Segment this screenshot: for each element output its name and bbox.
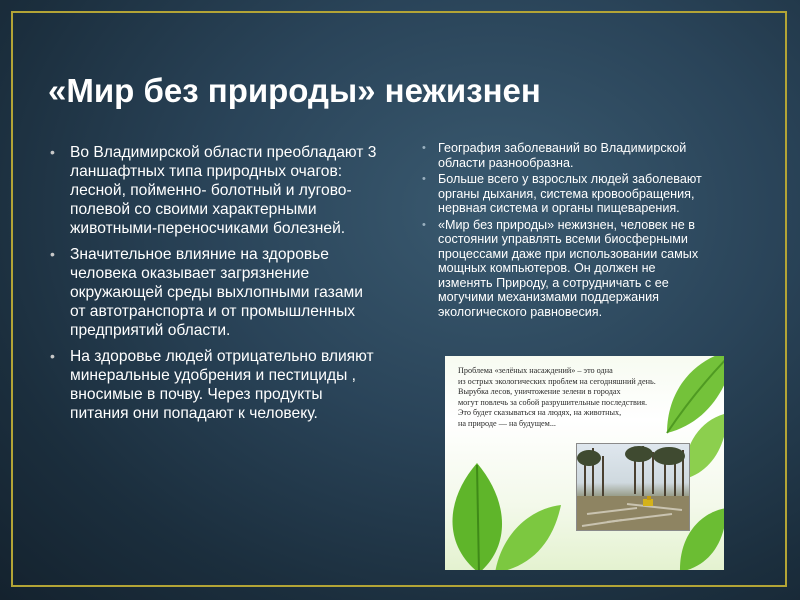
bullet-dot-icon: •	[422, 173, 426, 185]
left-bullet-list	[48, 143, 378, 430]
left-bullet-text: На здоровье людей отрицательно влияют минеральные удобрения и пестициды , вносимые в почву. Через продукты питания они попадают к человеку.	[70, 348, 374, 422]
left-bullet-text: Значительное влияние на здоровье человека оказывает загрязнение окружающей среды выхлопными газами от автотранспорта и от промышленных предприятий области.	[70, 246, 363, 339]
left-bullet-item	[48, 143, 378, 238]
slide-title: «Мир без природы» нежизнен	[48, 72, 541, 109]
caption-line: на природе — на будущем...	[458, 418, 556, 428]
green-leaf-icon	[493, 501, 563, 570]
caption-line: из острых экологических проблем на сегодняшний день.	[458, 376, 656, 386]
image-caption	[458, 366, 698, 429]
caption-line: Вырубка лесов, уничтожение зелени в городах	[458, 387, 621, 396]
right-bullet-text: География заболеваний во Владимирской области разнообразна.	[438, 141, 687, 170]
deforestation-photo	[576, 443, 690, 531]
right-bullet-item	[420, 172, 705, 216]
right-bullet-text: Больше всего у взрослых людей заболевают органы дыхания, система кровообращения, нервная система и органы пищеварения.	[438, 172, 702, 215]
bullet-dot-icon: •	[50, 246, 55, 262]
right-bullet-item	[420, 141, 705, 170]
bullet-dot-icon: •	[50, 348, 55, 364]
left-bullet-item	[48, 245, 378, 340]
caption-line: могут повлечь за собой разрушительные последствия.	[458, 397, 648, 407]
bullet-dot-icon: •	[422, 218, 426, 231]
left-bullet-item	[48, 347, 378, 423]
caption-line: Это будет сказываться на людях, на животных,	[458, 408, 622, 417]
deforestation-image	[445, 356, 724, 570]
right-bullet-item	[420, 218, 705, 320]
right-bullet-text: «Мир без природы» нежизнен, человек не в состоянии управлять всеми биосферными процессами даже при использовании самых мощных компьютеров. Он должен не изменять Природу, а сотрудничать с ее могучими механизмами поддержания экологического равновесия.	[438, 217, 699, 319]
bullet-dot-icon: •	[422, 142, 426, 154]
right-bullet-list	[420, 141, 705, 321]
left-bullet-text: Во Владимирской области преобладают 3 ланшафтных типа природных очагов: лесной, пойменно- болотный и лугово-полевой со своими характерными животными-переносчиками болезней.	[70, 144, 377, 237]
bullet-dot-icon: •	[50, 144, 55, 160]
caption-line: Проблема «зелёных насаждений» – это одна	[458, 366, 613, 375]
